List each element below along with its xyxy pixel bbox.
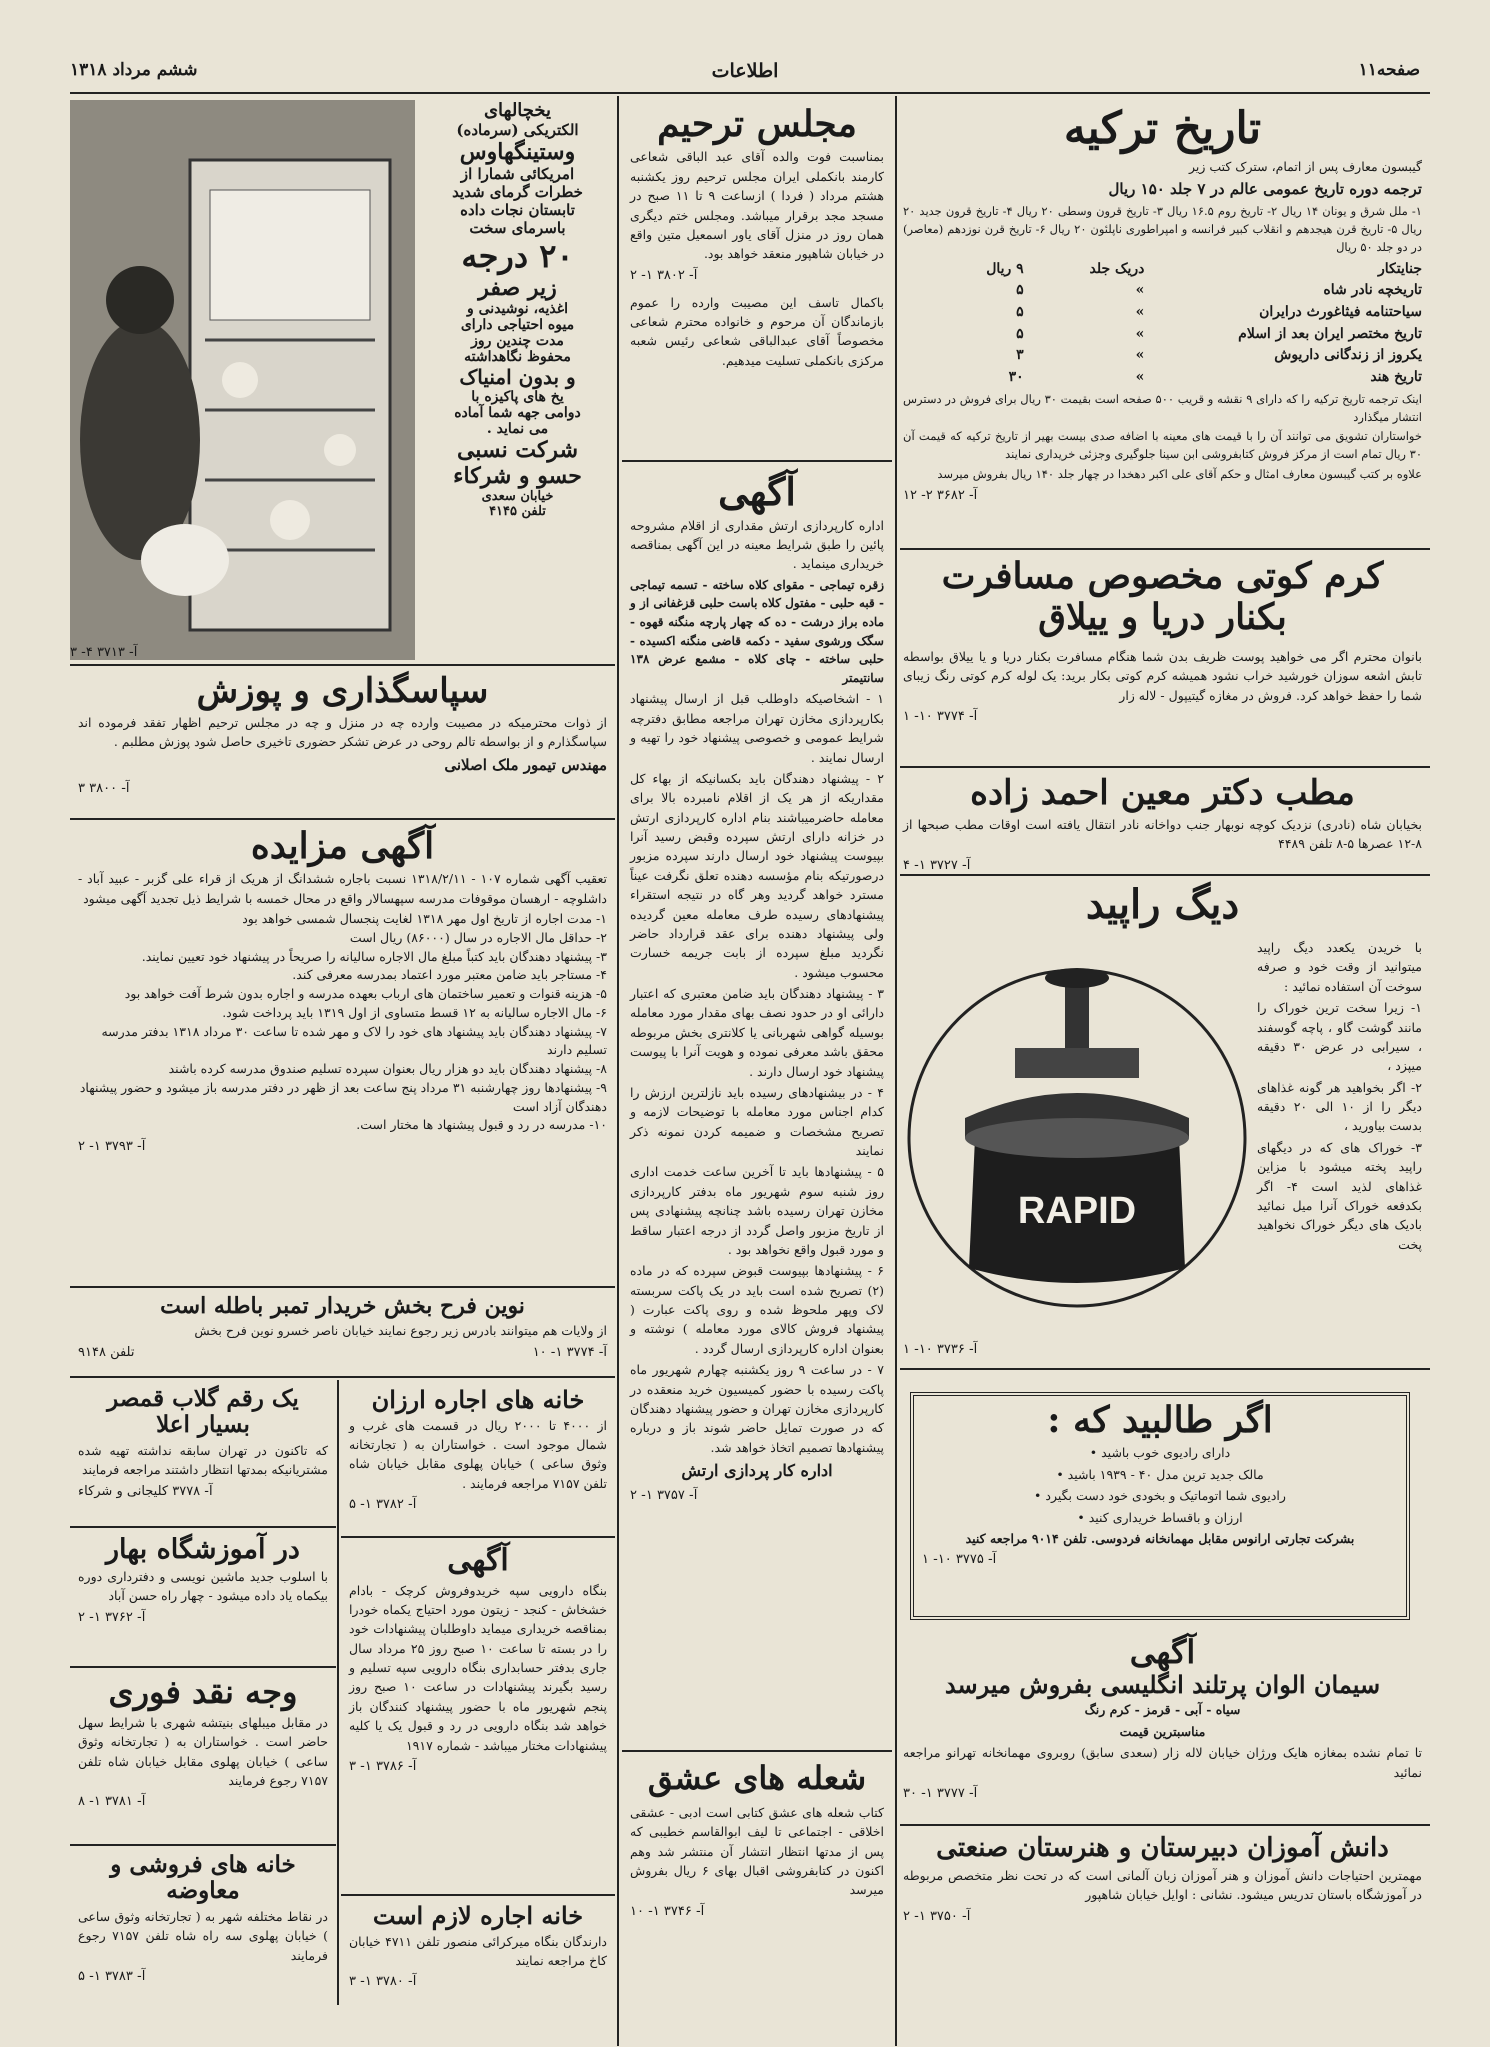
- issue-date: ششم مرداد ۱۳۱۸: [70, 60, 198, 80]
- divider: [900, 766, 1430, 768]
- ad-code: آ- ۳۷۷۵ ۱۰- ۱: [922, 1552, 997, 1568]
- rapid-point: ۳- خوراک های که در دیگهای راپید پخته میشود با مزاین غذاهای لذید است ۴- اگر بکدفعه خوراک آنرا میل نمائید بادیک های دیگر خوراک نخواهید پخت: [1257, 1139, 1422, 1252]
- divider: [900, 1368, 1430, 1370]
- rosewater-title-1: یک رقم گلاب قمصر: [107, 1385, 299, 1412]
- radio-ad: [910, 1392, 1410, 1620]
- rapid-brand: RAPID: [1017, 1190, 1137, 1232]
- fridge-below-zero: زیر صفر: [478, 275, 557, 301]
- army-term: ۶ - پیشنهادها بپیوست قبوض سپرده که در ماده (۲) تصریح شده است باید در یک پاکت سربسته لاک وپهر ملحوظ شده و روی پاکت عبارت ( پیشنهاد فروش کالای مورد معامله ) نوشته و بعنوان اداره کارپردازی ارسال گردد .: [630, 1263, 884, 1356]
- flames-book-ad: [622, 1756, 892, 2006]
- table-cell: تاریخ هند: [1370, 369, 1422, 386]
- ad-code: آ- ۳۷۸۱ ۱- ۸: [78, 1794, 146, 1810]
- turkey-history-ad: [895, 100, 1430, 545]
- flames-body: کتاب شعله های عشق کتابی است ادبی - عشقی اخلاقی - اجتماعی تا لیف ابوالقاسم خطیبی که پس از مدتها انتظار انتشار آن منتشر شد وهم اکنون در کتابفروشی اقبال بهای ۶ ریال بفروش میرسد: [630, 1804, 885, 1898]
- stamps-footer: [78, 1345, 607, 1360]
- radio-title: اگر طالبید که :: [1047, 1399, 1273, 1441]
- divider: [70, 1666, 336, 1668]
- fridge-line: محفوظ نگاهداشته: [464, 349, 571, 365]
- auction-term: ۴- مستاجر باید ضامن معتبر مورد اعتماد بمدرسه معرفی کند.: [292, 967, 607, 983]
- auction-intro: تعقیب آگهی شماره ۱۰۷ - ۱۳۱۸/۲/۱۱ نسبت باجاره ششدانگ از هریک از قراء علی گزبر - عبید آباد - داشلوچه - ارهسان موقوفات مدرسه سپهسالار واقع در محال خمسه با شرایط ذیل تجدید آگهی میشود: [78, 871, 607, 906]
- turkey-price-table: [903, 259, 1422, 389]
- rapid-title: دیگ راپید: [1085, 881, 1240, 928]
- houses-sale-ad: [70, 1848, 336, 2003]
- memorial-title: مجلس ترحیم: [657, 103, 857, 145]
- auction-term: ۲- حداقل مال الاجاره در سال (۸۶۰۰۰) ریال است: [349, 929, 607, 945]
- ad-code: آ- ۳۷۷۴ ۱۰- ۱: [903, 708, 978, 724]
- table-head-price: ۹ ریال: [986, 260, 1024, 277]
- divider: [70, 1526, 336, 1528]
- header-rule: [70, 92, 1430, 94]
- ad-code: آ- ۳۷۸۰ ۱- ۳: [349, 1974, 417, 1990]
- army-intro: اداره کارپردازی ارتش مقداری از اقلام مشروحه پائین را طبق شرایط معینه در این آگهی بمناقصه خریداری مینماید .: [630, 517, 884, 572]
- divider: [900, 548, 1430, 550]
- cement-price: مناسبترین قیمت: [1119, 1723, 1206, 1739]
- army-label: آگهی: [718, 469, 796, 514]
- table-cell: »: [1135, 369, 1145, 386]
- fridge-line: امریکائی شمارا از: [460, 165, 575, 183]
- sale-title: خانه های فروشی و معاوضه: [110, 1851, 296, 1905]
- flames-title: شعله های عشق: [647, 1759, 867, 1797]
- divider: [70, 1376, 615, 1378]
- army-tender-ad: [622, 466, 892, 1746]
- fridge-line: دوامی جهه شما آماده: [454, 405, 581, 421]
- cement-ad: [895, 1630, 1430, 1820]
- table-cell: یکروز از زندگانی داریوش: [1274, 347, 1422, 364]
- pharmacy-tender-ad: [341, 1540, 615, 1890]
- table-cell: ۵: [1016, 325, 1024, 342]
- fridge-line: یخچالهای: [483, 100, 552, 121]
- rosewater-body: که تاکنون در تهران سابقه نداشته تهیه شده مشتریانیکه بمدتها انتظار داشتند مراجعه فرمایند: [78, 1442, 328, 1478]
- ad-code: آ- ۳۶۸۲ ۲- ۱۲: [903, 487, 978, 503]
- thanks-title: سپاسگذاری و پوزش: [196, 671, 489, 711]
- fridge-ad: [70, 100, 615, 660]
- turkey-text-4: علاوه بر کتب گیبسون معارف امثال و حکم آقای علی اکبر دهخدا در چهار جلد ۱۴۰ ریال بفروش میرسد: [937, 467, 1422, 482]
- table-head-vol: دریک جلد: [1089, 260, 1145, 277]
- auction-title: آگهی مزایده: [250, 825, 435, 867]
- fridge-line: الکتریکی (سرماده): [456, 121, 579, 139]
- cement-body: تا تمام نشده بمغازه هایک ورژان خیابان لاله زار (سعدی سابق) روبروی مهمانخانه تهرانو مراجعه نمائید: [903, 1745, 1422, 1780]
- auction-term: ۶- مال الاجاره سالیانه به ۱۲ قسط متساوی از اول ۱۳۱۹ باید پرداخت شود.: [222, 1004, 607, 1020]
- ad-code: آ- ۳۷۹۳ ۱- ۲: [78, 1139, 146, 1155]
- table-cell: ۵: [1016, 304, 1024, 321]
- divider: [70, 818, 615, 820]
- cream-title-1: کرم کوتی مخصوص مسافرت: [941, 555, 1384, 597]
- divider: [70, 664, 615, 666]
- thanks-body: از ذوات محترمیکه در مصیبت وارده چه در منزل و چه در مجلس ترحیم اظهار تفقد فرموده اند سپاسگذارم و از بواسطه تالم روحی در عرض تشکر حضوری تاخیری حاصل شود پوزش مطلبم .: [78, 715, 607, 750]
- fridge-partner: حسو و شرکاء: [453, 463, 582, 489]
- table-cell: تاریخ مختصر ایران بعد از اسلام: [1238, 325, 1422, 342]
- ad-code: آ- ۳۷۲۷ ۱- ۴: [903, 857, 971, 870]
- divider: [341, 1894, 615, 1896]
- auction-term: ۸- پیشنهاد دهندگان باید دو هزار ریال بعنوان سپرده تسلیم صندوق مدرسه کرده باشند: [168, 1061, 607, 1077]
- table-cell: سیاحتنامه فیثاغورث درایران: [1259, 304, 1422, 321]
- memorial-body: بمناسبت فوت والده آقای عبد الباقی شعاعی کارمند بانکملی ایران مجلس ترحیم روز یکشنبه هشتم مرداد ( فردا ) ازساعت ۹ تا ۱۱ صبح در مسجد مجد برقرار میباشد. ومجلس ختم دیگری همان روز در منزل آقای یاور اسمعیل متین واقع در خیابان شاهپور منعقد خواهد بود.: [630, 149, 884, 262]
- turkey-text-3: خواستاران تشویق می توانند آن را با قیمت های معینه با اضافه صدی بیست بهیر از تاریخ ترکیه که قیمت آن ۳۰ ریال تمام است از مرکز فروش کتابفروشی ابن سینا جلوگیری وجزئی خریداری نمایند: [903, 429, 1422, 462]
- table-head-name: جنایتکار: [1377, 260, 1422, 277]
- cream-title-2: بکنار دریا و ییلاق: [1038, 596, 1287, 639]
- radio-line: ارزان و باقساط خریداری کنید •: [1077, 1509, 1243, 1525]
- houses-body: از ۴۰۰۰ تا ۲۰۰۰ ریال در قسمت های غرب و شمال موجود است . خواستاران به ( تجارتخانه وثوق ساعی ) خیابان پهلوی مقابل خیابان شاه تلفن ۷۱۵۷ مراجعه فرمایند .: [349, 1417, 607, 1491]
- fridge-line: باسرمای سخت: [469, 219, 566, 237]
- auction-term: ۱- مدت اجاره از تاریخ اول مهر ۱۳۱۸ لغایت پنجسال شمسی خواهد بود: [242, 911, 607, 927]
- army-footer: اداره کار پردازی ارتش: [681, 1461, 833, 1480]
- ad-code: آ- ۳۷۷۸ کلیجانی و شرکاء: [78, 1483, 213, 1499]
- ad-code: آ- ۳۷۷۴ ۱- ۱۰: [532, 1344, 607, 1360]
- army-term: ۵ - پیشنهادها باید تا آخرین ساعت خدمت اداری روز شنبه سوم شهریور ماه بدفتر کارپردازی مخازن تهران رسیده باشد چنانچه پیشنهادی پس از تاریخ مزبور واصل گردد از درجه اعتبار ساقط و مورد قبول واقع نخواهد بود .: [630, 1164, 884, 1257]
- ad-code: آ- ۳۷۶۲ ۱- ۲: [78, 1609, 146, 1625]
- cheap-houses-ad: [341, 1382, 615, 1532]
- table-cell: ۵: [1016, 282, 1024, 299]
- rapid-pot-ad: [895, 878, 1430, 1363]
- rapid-point: ۲- اگر بخواهید هر گونه غذاهای دیگر را از ۱۰ الی ۲۰ دقیقه بدست بیاورید ،: [1257, 1079, 1422, 1134]
- radio-line: رادیوی شما اتوماتیک و بخودی خود دست بگیرد •: [1034, 1488, 1286, 1504]
- divider: [70, 1286, 615, 1288]
- column-rule-middle: [617, 96, 619, 2046]
- table-cell: »: [1135, 304, 1145, 321]
- auction-term: ۷- پیشنهاد دهندگان باید پیشنهاد های خود را لاک و مهر شده تا ساعت ۳۰ مرداد ۱۳۱۸ بدفتر مدرسه تسلیم دارند: [101, 1023, 607, 1058]
- radio-footer: بشرکت تجارتی ارانوس مقابل مهمانخانه فردوسی. تلفن ۹۰۱۴ مراجعه کنید: [965, 1530, 1355, 1546]
- cream-ad: [895, 552, 1430, 762]
- fridge-street: خیابان سعدی: [481, 489, 554, 504]
- clinic-ad: [895, 770, 1430, 870]
- cash-title: وجه نقد فوری: [108, 1673, 298, 1711]
- students-body: مهمترین احتیاجات دانش آموزان و هنر آموزان زبان آلمانی است که در تحت نظر متخصص مربوطه در آموزشگاه باستان تدریس میشود. نشانی : اوایل خیابان شاهپور: [903, 1867, 1422, 1903]
- turkey-headline: ترجمه دوره تاریخ عمومی عالم در ۷ جلد ۱۵۰ ریال: [1108, 179, 1422, 198]
- students-title: دانش آموزان دبیرستان و هنرستان صنعتی: [936, 1833, 1389, 1863]
- army-term: ۱ - اشخاصیکه داوطلب قبل از ارسال پیشنهاد بکارپردازی مخازن تهران مراجعه مطابق دفترچه شرایط عمومی و خصوصی پیشنهاد خود را تهیه و ارسال نمایند .: [630, 691, 884, 765]
- ad-code: آ- ۳۷۴۶ ۱- ۱۰: [630, 1903, 705, 1919]
- stamps-phone: تلفن ۹۱۴۸: [78, 1344, 135, 1360]
- table-cell: »: [1135, 282, 1145, 299]
- table-cell: »: [1135, 325, 1145, 342]
- rent-title: خانه اجاره لازم است: [372, 1901, 584, 1930]
- army-term: ۴ - در بیشنهادهای رسیده باید نازلترین ارزش را کدام اجناس مورد معامله با توضیحات لازمه و تصریح مشخصات و ضمیمه کردن نمونه ذکر نمایند: [630, 1084, 884, 1158]
- stamps-title: نوین فرح بخش خریدار تمبر باطله است: [160, 1293, 525, 1319]
- fridge-degrees: ۲۰ درجه: [461, 237, 574, 275]
- turkey-volumes: ۱- ملل شرق و یونان ۱۴ ریال ۲- تاریخ روم ۱۶.۵ ریال ۳- تاریخ قرون وسطی ۲۰ ریال ۴- تاریخ قرون جدید ۲۰ ریال ۵- تاریخ قرن هیجدهم و انقلاب کبیر فرانسه و امپراطوری ناپلئون ۲۰ ریال ۶- تاریخ قرن نوزدهم (معاصر) در دو جلد ۵۰ ریال: [903, 204, 1422, 254]
- cement-colors: سیاه - آبی - قرمز - کرم رنگ: [1084, 1702, 1241, 1718]
- fridge-line: میوه احتیاجی دارای: [460, 317, 575, 333]
- memorial-body-2: باکمال تاسف این مصیبت وارده را عموم بازماندگان آن مرحوم و خانواده محترم شعاعی مخصوصاً آقای عبدالباقی شعاعی رئیس شعبه مرکزی بانکملی تسلیت میدهیم.: [630, 294, 884, 368]
- page-number: صفحه۱۱: [1358, 60, 1420, 80]
- bahar-school-ad: [70, 1530, 336, 1662]
- auction-ad: [70, 822, 615, 1282]
- clinic-body: بخیابان شاه (نادری) نزدیک کوچه نوبهار جنب دواخانه نادر انتقال یافته است اوقات مطب صبحها از ۸-۱۲ عصرها ۵-۸ تلفن ۴۴۸۹: [903, 817, 1422, 852]
- rapid-intro: با خریدن یکعدد دیگ راپید میتوانید از وقت خود و صرفه سوخت آن استفاده نمائید :: [1257, 940, 1422, 994]
- stamps-body: از ولایات هم میتوانند بادرس زیر رجوع نمایند خیابان ناصر خسرو نوین فرح بخش: [194, 1323, 607, 1339]
- army-term: ۷ - در ساعت ۹ روز یکشنبه چهارم شهریور ماه پاکت رسیده با حضور کمیسیون خرید منعقده در کارپردازی مخازن تهران و حضور پیشنهاد دهندگان که در صورت تمایل حاضر شوند باز و درباره پیشنهادها تصمیم اتخاذ خواهد شد.: [630, 1362, 884, 1455]
- notice2-body: بنگاه دارویی سپه خریدوفروش کرچک - بادام خشخاش - کنجد - زیتون مورد احتیاج یکماه خودرا بمناقصه خریداری میماید داوطلبان پیشنهادات خود را در بسته تا ساعت ۱۰ صبح روز ۲۵ مرداد سال جاری بدفتر حسابداری بنگاه دارویی سپه تسلیم و رسید بگیرند پیشنهادات در ساعت ۱۰ صبح روز پنجم شهریور ماه با حضور پیشنهاد کنندگان باز خواهد شد بنگاه دارویی در رد و قبول یک یا کلیه پیشنهادات مختار میباشد - شماره ۱۹۱۷: [349, 1582, 608, 1753]
- turkey-sub: گیبسون معارف پس از اتمام، سترک کتب زیر: [1188, 158, 1422, 174]
- divider: [70, 1844, 336, 1846]
- army-term: ۲ - پیشنهاد دهندگان باید بکسانیکه از بهاء کل مقداریکه از هر یک از اقلام نامبرده بالا برای معامله حاضرمیباشند بنام اداره کارپردازی ارتش در خزانه دارای ارتش سپرده وقبض رسید آنرا بپیوست پیشنهاد خود ارسال دارند سپرده مزبور درصورتیکه بنام مؤسسه دهنده تعلق نگرفت عیناً مسترد خواهد گردید وهر گاه در نتیجه استقراء پیشنهادهای رسیده طرف معامله معین گردیده ولی پیشنهاد دهنده برای عقد قرارداد حاضر نگردید مبلغ سپرده از بابت جریمه خسارت محسوب میشود .: [630, 770, 884, 980]
- cash-body: در مقابل میبلهای بنیتشه شهری با شرایط سهل حاضر است . خواستاران به ( تجارتخانه وثوق ساعی ) خیابان پهلوی مقابل خیابان شاه تلفن ۷۱۵۷ رجوع فرمایند: [78, 1714, 328, 1788]
- sale-body: در نقاط مختلفه شهر به ( تجارتخانه وثوق ساعی ) خیابان پهلوی سه راه شاه تلفن ۷۱۵۷ رجوع فرمایند: [78, 1908, 328, 1963]
- ad-code: آ- ۳۷۵۷ ۱- ۲: [630, 1487, 698, 1503]
- ad-code: آ- ۳۷۷۷ ۱- ۳۰: [903, 1785, 978, 1801]
- clinic-title: مطب دکتر معین احمد زاده: [970, 773, 1355, 813]
- notice2-label: آگهی: [447, 1543, 509, 1578]
- table-cell: تاریخچه نادر شاه: [1323, 282, 1422, 299]
- house-wanted-ad: [341, 1898, 615, 2003]
- fridge-phone: تلفن ۴۱۴۵: [489, 504, 546, 519]
- fridge-line: تابستان نجات داده: [460, 201, 575, 219]
- rosewater-title-2: بسیار اعلا: [156, 1411, 250, 1439]
- fridge-line: یخ های پاکیزه با: [471, 389, 564, 405]
- turkey-text-2: اینک ترجمه تاریخ ترکیه را که دارای ۹ نقشه و قریب ۵۰۰ صفحه است بقیمت ۳۰ ریال برای فروش در دسترس انتشار میگذارد: [903, 391, 1422, 424]
- ad-code: آ- ۳۷۵۰ ۱- ۲: [903, 1908, 971, 1924]
- fridge-line: خطرات گرمای شدید: [452, 183, 583, 201]
- divider: [622, 1750, 892, 1752]
- divider: [622, 460, 892, 462]
- pressure-cooker-illustration: [905, 938, 1250, 1333]
- radio-line: دارای رادیوی خوب باشید •: [1089, 1445, 1231, 1461]
- fridge-line: می نماید .: [486, 421, 549, 437]
- fridge-text: [420, 100, 615, 519]
- memorial-ad: [622, 100, 892, 460]
- auction-term: ۹- پیشنهادها روز چهارشنبه ۳۱ مرداد پنج ساعت بعد از ظهر در دفتر مدرسه باز میشود و حضور پیشنهاد دهندگان آزاد است: [79, 1079, 607, 1114]
- divider: [900, 874, 1430, 876]
- table-cell: ۳: [1016, 347, 1024, 364]
- divider: [341, 1536, 615, 1538]
- rent-body: دارندگان بنگاه میرکرائی منصور تلفن ۴۷۱۱ خیابان کاخ مراجعه نمایند: [349, 1933, 608, 1968]
- fridge-no-ammonia: و بدون امنیاک: [459, 365, 576, 389]
- army-goods: زقره تیماجی - مقوای کلاه ساخته - تسمه تیماجی - قبه حلبی - مفتول کلاه باست حلبی قزغفانی از و ماده براز درشت - ده که چهار پارچه منگنه قهوه - سگک ورشوی سفید - دکمه قاضی منگنه اکسیده - حلبی ساخته - چای کلاه - مشمع عرض ۱۳۸ سانتیمتر: [630, 577, 884, 685]
- stamps-ad: [70, 1290, 615, 1372]
- rosewater-ad: [70, 1382, 336, 1522]
- cream-body: بانوان محترم اگر می خواهید پوست ظریف بدن شما هنگام مسافرت بکنار دریا و یا ییلاق بواسطه تابش اشعه سوزان خورشید خراب نشود همیشه کرم کوتی بکار برید: یک لوله کرم کوتی رنگ زیبای شما را حفظ خواهد کرد. فروش در مغازه گیتیپول - لاله زار: [903, 648, 1422, 703]
- turkey-title: تاریخ ترکیه: [1063, 103, 1262, 154]
- ad-code: آ- ۳۸۰۲ ۱- ۲: [630, 267, 698, 283]
- students-ad: [895, 1830, 1430, 2005]
- rapid-text-block: [1257, 936, 1422, 1256]
- fridge-line: مدت چندین روز: [471, 333, 564, 349]
- ad-code: آ- ۳۷۱۳ ۴- ۳: [70, 645, 138, 660]
- auction-term: ۵- هزینه قنوات و تعمیر ساختمان های ارباب بعهده مدرسه و اجاره بدون شرط آفت خواهد بود: [124, 986, 607, 1002]
- table-cell: ۳۰: [1008, 369, 1024, 386]
- ad-code: آ- ۳۸۰۰ ۳: [78, 781, 130, 797]
- paper-name: اطلاعات: [711, 60, 779, 82]
- army-term: ۳ - پیشنهاد دهندگان باید ضامن معتبری که اعتبار دارائی او در حدود نصف بهای مقدار مورد معامله بوسیله گواهی شهربانی یا کلانتری بخش مربوطه محقق باشد معرفی نموده و هویت آنرا با پیوست پیشنهاد خود ارسال دارند .: [630, 986, 884, 1079]
- ad-code: آ- ۳۷۸۲ ۱- ۵: [349, 1497, 417, 1513]
- houses-title: خانه های اجاره ارزان: [371, 1385, 585, 1414]
- fridge-brand: وستینگهاوس: [459, 139, 576, 165]
- radio-line: مالک جدید ترین مدل ۴۰ - ۱۹۳۹ باشید •: [1056, 1466, 1264, 1482]
- table-cell: »: [1135, 347, 1145, 364]
- auction-term: ۱۰- مدرسه در رد و قبول پیشنهاد ها مختار است.: [356, 1117, 607, 1133]
- auction-term: ۳- پیشنهاد دهندگان باید کتباً مبلغ مال الاجاره سالیانه را صریحاً در پیشنهاد خود تعیین نمایند.: [141, 948, 607, 964]
- ad-code: آ- ۳۷۸۳ ۱- ۵: [78, 1969, 146, 1984]
- sub-column-rule: [337, 1380, 339, 2005]
- rapid-point: ۱- زیرا سخت ترین خوراک را مانند گوشت گاو ، پاچه گوسفند ، سیرابی در عرض ۳۰ دقیقه میپزد ،: [1257, 1000, 1423, 1074]
- thanks-signature: مهندس تیمور ملک اصلانی: [444, 755, 607, 774]
- refrigerator-photo: [70, 100, 415, 660]
- cement-label: آگهی: [1129, 1633, 1196, 1671]
- fridge-company: شرکت نسبی: [456, 437, 579, 463]
- ad-code: آ- ۳۷۳۶ ۱۰- ۱: [903, 1342, 978, 1357]
- fridge-line: اغذیه، نوشیدنی و: [467, 301, 568, 317]
- divider: [900, 1824, 1430, 1826]
- auction-terms: [78, 910, 607, 1135]
- thanks-ad: [70, 668, 615, 814]
- school-title: در آموزشگاه بهار: [106, 1534, 300, 1565]
- cement-title: سیمان الوان پرتلند انگلیسی بفروش میرسد: [944, 1669, 1381, 1699]
- school-body: با اسلوب جدید ماشین نویسی و دفترداری دوره بیکماه یاد داده میشود - چهار راه حسن آباد: [78, 1569, 328, 1604]
- instant-cash-ad: [70, 1670, 336, 1840]
- ad-code: آ- ۳۷۸۶ ۱- ۳: [349, 1758, 417, 1774]
